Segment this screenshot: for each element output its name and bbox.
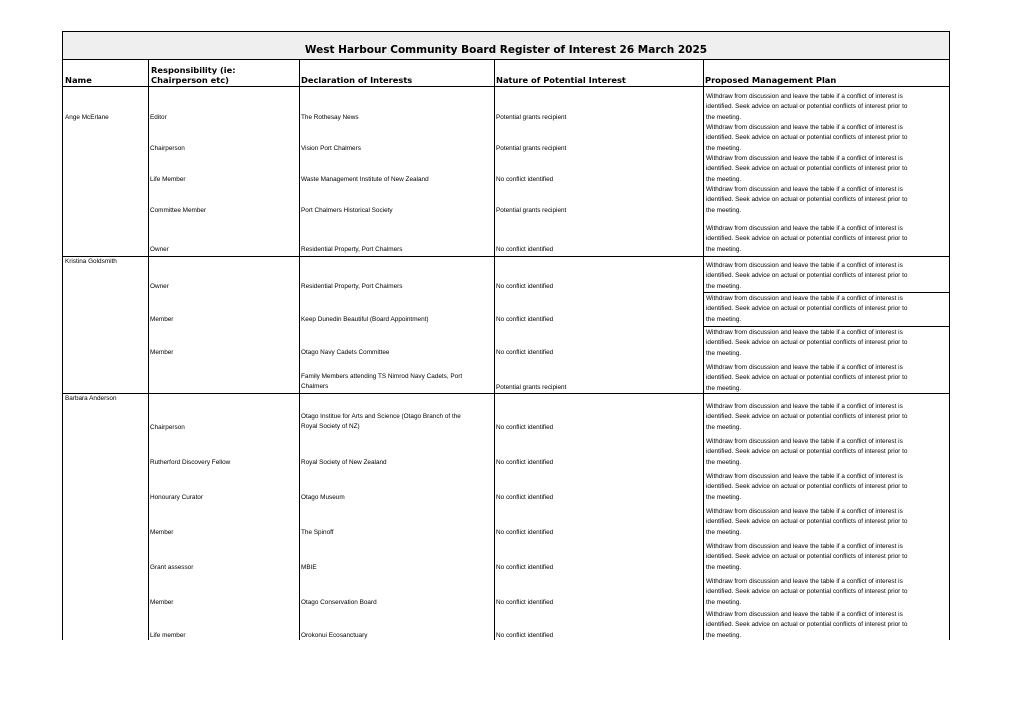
plan-line-3: the meeting. bbox=[706, 493, 742, 501]
declaration-cell: Residential Property, Port Chalmers bbox=[301, 246, 403, 253]
declaration-cell: Otago Conservation Board bbox=[301, 599, 377, 606]
declaration-cell: Vision Port Chalmers bbox=[301, 145, 361, 152]
register-sheet bbox=[62, 31, 950, 640]
plan-line-1: Withdraw from discussion and leave the table if a conflict of interest is bbox=[706, 262, 903, 269]
header-responsibility bbox=[149, 60, 299, 86]
plan-cell bbox=[706, 261, 946, 292]
plan-line-2: identified. Seek advice on actual or potential conflicts of interest prior to bbox=[706, 272, 908, 280]
plan-line-1: Withdraw from discussion and leave the table if a conflict of interest is bbox=[706, 578, 903, 585]
declaration-cell bbox=[301, 372, 462, 393]
title-bar bbox=[63, 32, 949, 60]
nature-cell: No conflict identified bbox=[496, 529, 554, 536]
table-row bbox=[63, 539, 949, 574]
plan-line-1: Withdraw from discussion and leave the table if a conflict of interest is bbox=[706, 473, 903, 480]
responsibility-cell: Member bbox=[150, 599, 174, 606]
plan-cell bbox=[706, 472, 946, 503]
member-name: Kristina Goldsmith bbox=[65, 258, 117, 265]
declaration-line-1: Family Members attending TS Nimrod Navy Cadets, Port bbox=[301, 373, 463, 380]
plan-line-2: identified. Seek advice on actual or potential conflicts of interest prior to bbox=[706, 518, 908, 526]
plan-line-3: the meeting. bbox=[706, 384, 742, 392]
plan-line-1: Withdraw from discussion and leave the table if a conflict of interest is bbox=[706, 155, 903, 162]
responsibility-cell: Owner bbox=[150, 283, 169, 290]
plan-cell bbox=[706, 577, 946, 608]
plan-cell bbox=[706, 92, 946, 123]
header-plan-label: Proposed Management Plan bbox=[705, 75, 837, 85]
header-responsibility-line1: Responsibility (ie: bbox=[151, 65, 236, 75]
declaration-cell: MBIE bbox=[301, 564, 317, 571]
table-header bbox=[63, 60, 949, 87]
member-separator bbox=[63, 256, 949, 257]
declaration-cell: Waste Management Institute of New Zealand bbox=[301, 176, 429, 183]
plan-line-3: the meeting. bbox=[706, 175, 742, 183]
table-row bbox=[63, 182, 949, 214]
nature-cell: Potential grants recipient bbox=[496, 114, 567, 121]
plan-line-3: the meeting. bbox=[706, 563, 742, 571]
plan-line-2: identified. Seek advice on actual or potential conflicts of interest prior to bbox=[706, 305, 908, 313]
plan-cell bbox=[706, 363, 946, 394]
table-row bbox=[63, 88, 949, 122]
plan-cell bbox=[706, 154, 946, 185]
plan-cell bbox=[706, 328, 946, 359]
plan-line-2: identified. Seek advice on actual or potential conflicts of interest prior to bbox=[706, 553, 908, 561]
declaration-cell: Otago Museum bbox=[301, 494, 345, 501]
plan-line-3: the meeting. bbox=[706, 528, 742, 536]
plan-cell bbox=[706, 224, 946, 255]
declaration-line-2: Chalmers bbox=[301, 383, 329, 391]
responsibility-cell: Member bbox=[150, 529, 174, 536]
nature-cell: No conflict identified bbox=[496, 176, 554, 183]
nature-cell: No conflict identified bbox=[496, 349, 554, 356]
table-row bbox=[63, 434, 949, 469]
header-nature bbox=[494, 60, 703, 86]
plan-line-2: identified. Seek advice on actual or potential conflicts of interest prior to bbox=[706, 339, 908, 347]
plan-line-1: Withdraw from discussion and leave the table if a conflict of interest is bbox=[706, 186, 903, 193]
nature-cell: No conflict identified bbox=[496, 246, 554, 253]
declaration-cell: Residential Property, Port Chalmers bbox=[301, 283, 403, 290]
table-row bbox=[63, 151, 949, 183]
responsibility-cell: Editor bbox=[150, 114, 167, 121]
table-row bbox=[63, 216, 949, 256]
plan-cell bbox=[706, 185, 946, 216]
nature-cell: No conflict identified bbox=[496, 599, 554, 606]
plan-cell bbox=[706, 610, 946, 641]
table-row bbox=[63, 361, 949, 393]
header-name bbox=[63, 60, 149, 86]
plan-line-1: Withdraw from discussion and leave the table if a conflict of interest is bbox=[706, 124, 903, 131]
plan-line-2: identified. Seek advice on actual or potential conflicts of interest prior to bbox=[706, 374, 908, 382]
table-row bbox=[63, 120, 949, 152]
plan-line-2: identified. Seek advice on actual or potential conflicts of interest prior to bbox=[706, 621, 908, 629]
plan-line-1: Withdraw from discussion and leave the table if a conflict of interest is bbox=[706, 93, 903, 100]
plan-cell bbox=[706, 437, 946, 468]
plan-line-2: identified. Seek advice on actual or potential conflicts of interest prior to bbox=[706, 134, 908, 142]
nature-cell: Potential grants recipient bbox=[496, 145, 567, 152]
declaration-cell: Keep Dunedin Beautiful (Board Appointment) bbox=[301, 316, 429, 323]
plan-line-1: Withdraw from discussion and leave the table if a conflict of interest is bbox=[706, 329, 903, 336]
plan-line-3: the meeting. bbox=[706, 349, 742, 357]
plan-line-2: identified. Seek advice on actual or potential conflicts of interest prior to bbox=[706, 165, 908, 173]
header-name-label: Name bbox=[65, 75, 92, 85]
table-row bbox=[63, 574, 949, 609]
declaration-cell: The Rothesay News bbox=[301, 114, 359, 121]
member-name: Barbara Anderson bbox=[65, 395, 117, 402]
plan-line-2: identified. Seek advice on actual or potential conflicts of interest prior to bbox=[706, 413, 908, 421]
plan-line-2: identified. Seek advice on actual or potential conflicts of interest prior to bbox=[706, 196, 908, 204]
declaration-cell: Port Chalmers Historical Society bbox=[301, 207, 393, 214]
plan-line-2: identified. Seek advice on actual or potential conflicts of interest prior to bbox=[706, 103, 908, 111]
declaration-line-1: Otago Institue for Arts and Science (Otago Branch of the bbox=[301, 413, 461, 420]
plan-line-2: identified. Seek advice on actual or potential conflicts of interest prior to bbox=[706, 235, 908, 243]
plan-line-1: Withdraw from discussion and leave the table if a conflict of interest is bbox=[706, 508, 903, 515]
plan-line-1: Withdraw from discussion and leave the table if a conflict of interest is bbox=[706, 611, 903, 618]
declaration-cell: Royal Society of New Zealand bbox=[301, 459, 387, 466]
plan-line-1: Withdraw from discussion and leave the table if a conflict of interest is bbox=[706, 438, 903, 445]
responsibility-cell: Rutherford Discovery Fellow bbox=[150, 459, 231, 466]
plan-line-2: identified. Seek advice on actual or potential conflicts of interest prior to bbox=[706, 483, 908, 491]
plan-cell bbox=[706, 507, 946, 538]
responsibility-cell: Life member bbox=[150, 632, 186, 639]
plan-line-3: the meeting. bbox=[706, 315, 742, 323]
plan-line-1: Withdraw from discussion and leave the table if a conflict of interest is bbox=[706, 364, 903, 371]
plan-line-1: Withdraw from discussion and leave the table if a conflict of interest is bbox=[706, 543, 903, 550]
plan-line-3: the meeting. bbox=[706, 144, 742, 152]
plan-line-3: the meeting. bbox=[706, 598, 742, 606]
table-row bbox=[63, 469, 949, 504]
plan-cell bbox=[706, 542, 946, 573]
nature-cell: No conflict identified bbox=[496, 283, 554, 290]
plan-cell bbox=[706, 294, 946, 325]
nature-cell: No conflict identified bbox=[496, 494, 554, 501]
member-name: Ange McErlane bbox=[65, 114, 109, 121]
header-plan bbox=[703, 60, 949, 86]
declaration-cell: Otago Navy Cadets Committee bbox=[301, 349, 390, 356]
nature-cell: Potential grants recipient bbox=[496, 384, 567, 391]
table-row bbox=[63, 258, 949, 292]
responsibility-cell: Life Member bbox=[150, 176, 186, 183]
plan-line-1: Withdraw from discussion and leave the table if a conflict of interest is bbox=[706, 295, 903, 302]
header-responsibility-line2: Chairperson etc) bbox=[151, 75, 229, 85]
nature-cell: No conflict identified bbox=[496, 424, 554, 431]
responsibility-cell: Grant assessor bbox=[150, 564, 194, 571]
responsibility-cell: Member bbox=[150, 349, 174, 356]
nature-cell: No conflict identified bbox=[496, 632, 554, 639]
plan-cell bbox=[706, 402, 946, 433]
header-responsibility-label bbox=[151, 65, 236, 85]
header-declaration-label: Declaration of Interests bbox=[301, 75, 413, 85]
plan-line-3: the meeting. bbox=[706, 423, 742, 431]
table-row bbox=[63, 327, 949, 360]
plan-cell bbox=[706, 123, 946, 154]
table-row bbox=[63, 609, 949, 640]
nature-cell: Potential grants recipient bbox=[496, 207, 567, 214]
responsibility-cell: Member bbox=[150, 316, 174, 323]
plan-line-3: the meeting. bbox=[706, 631, 742, 639]
plan-line-3: the meeting. bbox=[706, 282, 742, 290]
plan-line-1: Withdraw from discussion and leave the table if a conflict of interest is bbox=[706, 403, 903, 410]
responsibility-cell: Owner bbox=[150, 246, 169, 253]
declaration-cell: The Spinoff bbox=[301, 529, 334, 536]
table-row bbox=[63, 396, 949, 433]
register-title: West Harbour Community Board Register of Interest 26 March 2025 bbox=[304, 44, 708, 56]
responsibility-cell: Committee Member bbox=[150, 207, 207, 214]
header-declaration bbox=[299, 60, 494, 86]
responsibility-cell: Chairperson bbox=[150, 424, 185, 431]
table-row bbox=[63, 504, 949, 539]
plan-line-2: identified. Seek advice on actual or potential conflicts of interest prior to bbox=[706, 448, 908, 456]
header-nature-label: Nature of Potential Interest bbox=[496, 75, 626, 85]
plan-line-3: the meeting. bbox=[706, 113, 742, 121]
declaration-cell bbox=[301, 412, 461, 433]
responsibility-cell: Honourary Curator bbox=[150, 494, 203, 501]
plan-line-3: the meeting. bbox=[706, 458, 742, 466]
plan-line-3: the meeting. bbox=[706, 206, 742, 214]
plan-line-1: Withdraw from discussion and leave the table if a conflict of interest is bbox=[706, 225, 903, 232]
table-row bbox=[63, 293, 949, 326]
declaration-cell: Orokonui Ecosanctuary bbox=[301, 632, 368, 639]
responsibility-cell: Chairperson bbox=[150, 145, 185, 152]
declaration-line-2: Royal Society of NZ) bbox=[301, 423, 360, 431]
plan-line-2: identified. Seek advice on actual or potential conflicts of interest prior to bbox=[706, 588, 908, 596]
nature-cell: No conflict identified bbox=[496, 564, 554, 571]
nature-cell: No conflict identified bbox=[496, 459, 554, 466]
nature-cell: No conflict identified bbox=[496, 316, 554, 323]
plan-line-3: the meeting. bbox=[706, 245, 742, 253]
